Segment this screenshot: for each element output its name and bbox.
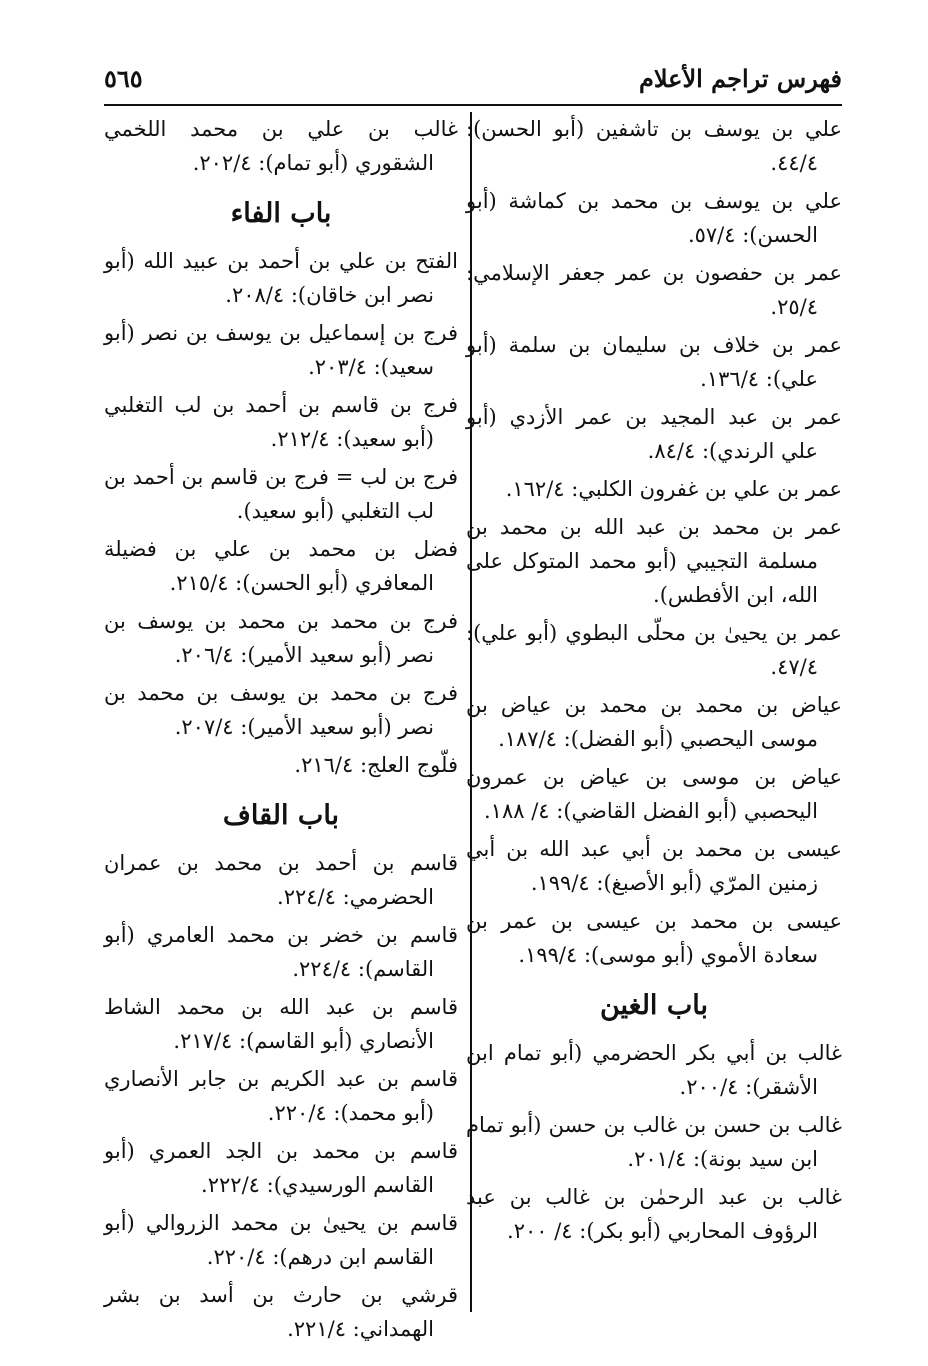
section-heading-qaf: باب القاف [222, 800, 340, 831]
index-entry: عياض بن موسى بن عياض بن عمرون اليحصبي (أبو الفضل القاضي): ٤/ ١٨٨. [466, 765, 842, 823]
header-rule [104, 104, 842, 106]
running-title: فهرس تراجم الأعلام [638, 63, 842, 93]
index-entry: عيسى بن محمد بن أبي عبد الله بن أبي زمنين المرّي (أبو الأصبغ): ١٩٩/٤. [466, 837, 842, 895]
index-entry: عمر بن محمد بن عبد الله بن محمد بن مسلمة التجيبي (أبو محمد المتوكل على الله، ابن الأفطس). [466, 515, 842, 607]
index-entry: فرج بن محمد بن يوسف بن محمد بن نصر (أبو سعيد الأمير): ٢٠٧/٤. [104, 681, 458, 739]
index-entry: غالب بن أبي بكر الحضرمي (أبو تمام ابن الأشقر): ٢٠٠/٤. [466, 1041, 842, 1099]
index-entry: قاسم بن يحيىٰ بن محمد الزروالي (أبو القاسم ابن درهم): ٢٢٠/٤. [104, 1211, 458, 1269]
entries-ghain-continued [104, 112, 458, 180]
index-entry: فرج بن محمد بن محمد بن يوسف بن نصر (أبو سعيد الأمير): ٢٠٦/٤. [104, 609, 458, 667]
index-entry: عمر بن يحيىٰ بن محلّى البطوي (أبو علي): ٤٧/٤. [466, 621, 843, 679]
index-entry: قاسم بن عبد الله بن محمد الشاط الأنصاري (أبو القاسم): ٢١٧/٤. [104, 995, 458, 1053]
section-heading-ghain: باب الغين [599, 990, 708, 1021]
entries-ayn-group [466, 112, 842, 972]
index-entry: علي بن يوسف بن محمد بن كماشة (أبو الحسن): ٥٧/٤. [466, 189, 842, 247]
index-entry: عمر بن خلاف بن سليمان بن سلمة (أبو علي): ١٣٦/٤. [466, 333, 842, 391]
index-entry: عيسى بن محمد بن عيسى بن عمر بن سعادة الأموي (أبو موسى): ١٩٩/٤. [466, 909, 842, 967]
index-entry: فضل بن محمد بن علي بن فضيلة المعافري (أبو الحسن): ٢١٥/٤. [104, 537, 458, 595]
index-entry: فرج بن قاسم بن أحمد بن لب التغلبي (أبو سعيد): ٢١٢/٤. [104, 393, 458, 451]
right-column [466, 112, 842, 1252]
index-entry: فرج بن لب = فرج بن قاسم بن أحمد بن لب التغلبي (أبو سعيد). [104, 465, 458, 523]
index-entry: عمر بن عبد المجيد بن عمر الأزدي (أبو علي الرندي): ٨٤/٤. [466, 405, 842, 463]
entries-fa-group [104, 244, 458, 782]
index-entry: فلّوج العلج: ٢١٦/٤. [294, 753, 458, 777]
section-heading-fa: باب الفاء [230, 198, 332, 229]
running-header [104, 58, 842, 98]
page-number: ٥٦٥ [104, 63, 143, 93]
entries-ghain-group [466, 1036, 842, 1248]
index-entry: غالب بن عبد الرحمٰن بن غالب بن عبد الرؤوف المحاربي (أبو بكر): ٤/ ٢٠٠. [466, 1185, 842, 1243]
index-entry: عمر بن علي بن غفرون الكلبي: ١٦٢/٤. [505, 477, 842, 501]
index-entry: عمر بن حفصون بن عمر جعفر الإسلامي: ٢٥/٤. [466, 261, 842, 319]
index-entry: قاسم بن خضر بن محمد العامري (أبو القاسم): ٢٢٤/٤. [104, 923, 458, 981]
index-entry: غالب بن علي بن محمد اللخمي الشقوري (أبو تمام): ٢٠٢/٤. [104, 117, 458, 175]
index-entry: قاسم بن عبد الكريم بن جابر الأنصاري (أبو محمد): ٢٢٠/٤. [104, 1067, 458, 1125]
index-entry: قاسم بن محمد بن الجد العمري (أبو القاسم الورسيدي): ٢٢٢/٤. [104, 1139, 458, 1197]
index-entry: علي بن يوسف بن تاشفين (أبو الحسن): ٤٤/٤. [466, 117, 842, 175]
index-entry: عياض بن محمد بن محمد بن عياض بن موسى اليحصبي (أبو الفضل): ١٨٧/٤. [466, 693, 842, 751]
index-entry: فرج بن إسماعيل بن يوسف بن نصر (أبو سعيد): ٢٠٣/٤. [104, 321, 458, 379]
index-entry: قاسم بن أحمد بن محمد بن عمران الحضرمي: ٢٢٤/٤. [104, 851, 458, 909]
index-entry: الفتح بن علي بن أحمد بن عبيد الله (أبو نصر ابن خاقان): ٢٠٨/٤. [104, 249, 458, 307]
index-entry: قرشي بن حارث بن أسد بن بشر الهمداني: ٢٢١/٤. [104, 1283, 458, 1341]
left-column [104, 112, 458, 1350]
index-entry: غالب بن حسن بن غالب بن حسن (أبو تمام ابن سيد بونة): ٢٠١/٤. [466, 1113, 842, 1171]
entries-qaf-group [104, 846, 458, 1346]
